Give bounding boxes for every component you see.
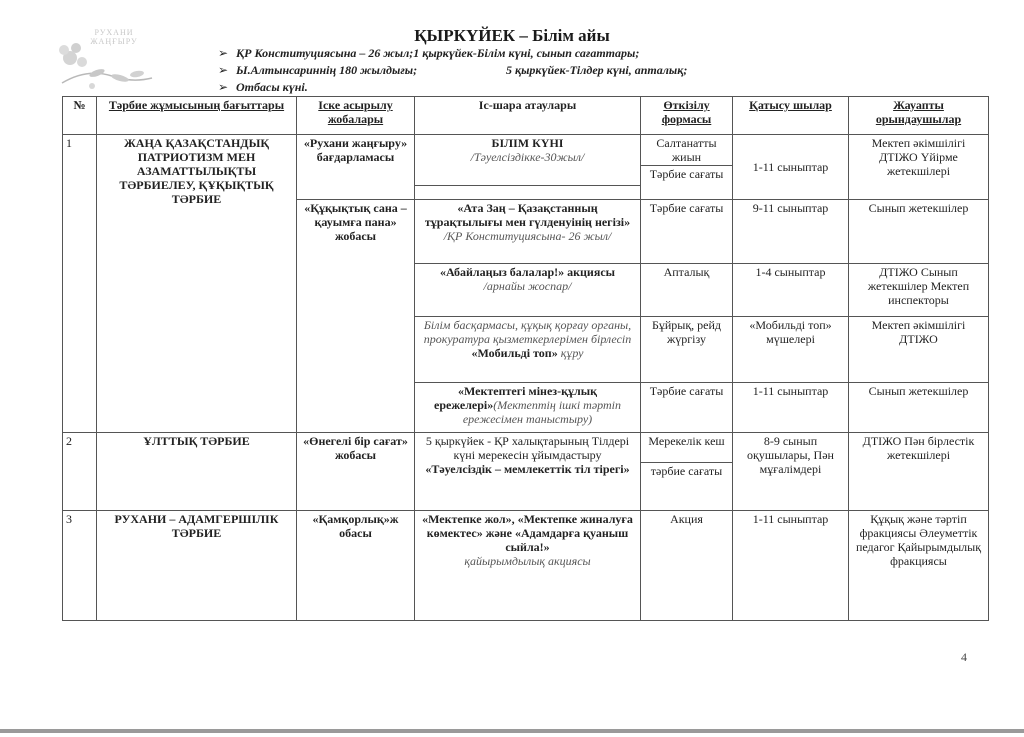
header-responsible-text: Жауапты орындаушылар — [875, 98, 962, 126]
event-subtitle: /ҚР Конституциясына- 26 жыл/ — [443, 229, 612, 243]
event-cell — [415, 135, 641, 186]
plan-table — [62, 96, 989, 621]
responsible-cell: Мектеп әкімшілігі ДТІЖО Үйірме жетекшілері — [849, 135, 989, 200]
bullet-text-extra: 5 қыркүйек-Тілдер күні, апталық; — [506, 63, 688, 77]
bullet-text: Ы.Алтынсариннің 180 жылдығы; — [236, 63, 418, 77]
header-event: Іс-шара атаулары — [415, 97, 641, 135]
header-participants — [733, 97, 849, 135]
header-form-text: Өткізілу формасы — [661, 98, 712, 126]
form-cell: Апталық — [641, 264, 733, 317]
event-text: 5 қыркүйек - ҚР халықтарының Тілдері күні мерекесін ұйымдастыру — [425, 434, 630, 462]
event-tail: құру — [557, 346, 584, 360]
arrow-bullet-icon: ➢ — [218, 46, 229, 60]
form-cell: Тәрбие сағаты — [641, 166, 733, 200]
table-row — [63, 511, 989, 621]
header-direction — [97, 97, 297, 135]
responsible-cell: ДТІЖО Сынып жетекшілер Мектеп инспекторы — [849, 264, 989, 317]
bullet-item — [218, 45, 639, 62]
header-project — [297, 97, 415, 135]
row-number: 1 — [63, 135, 97, 433]
logo-text-line1: РУХАНИ — [94, 28, 134, 37]
event-subtitle: (Мектептің ішкі тәртіп ережесімен таныстыру) — [462, 398, 621, 426]
project-cell: «Құқықтық сана –қауымға пана» жобасы — [297, 200, 415, 433]
row-number: 3 — [63, 511, 97, 621]
event-cell-empty — [415, 186, 641, 200]
form-cell: тәрбие сағаты — [641, 463, 733, 511]
responsible-cell: Сынып жетекшілер — [849, 200, 989, 264]
project-cell: «Рухани жаңғыру» бағдарламасы — [297, 135, 415, 200]
responsible-cell: Құқық және тәртіп фракциясы Әлеуметтік педагог Қайырымдылық фракциясы — [849, 511, 989, 621]
table-row — [63, 433, 989, 463]
participants-cell: 1-11 сыныптар — [733, 383, 849, 433]
header-num: № — [63, 97, 97, 135]
event-cell — [415, 200, 641, 264]
direction-cell: ҰЛТТЫҚ ТӘРБИЕ — [97, 433, 297, 511]
event-title: «Мобильді топ» — [471, 346, 558, 360]
scan-edge-line — [0, 729, 1024, 733]
bullet-text: Отбасы күні. — [236, 80, 308, 94]
bullet-item — [218, 79, 639, 96]
table-header-row — [63, 97, 989, 135]
event-title: БІЛІМ КҮНІ — [491, 136, 564, 150]
bullet-text: ҚР Конституциясына – 26 жыл;1 қыркүйек-Білім күні, сынып сағаттары; — [236, 46, 640, 60]
event-subtitle: қайырымдылық акциясы — [464, 554, 591, 568]
event-title: «Мектептегі мінез-құлық ережелері» — [434, 384, 598, 412]
project-cell: «Қамқорлық»ж обасы — [297, 511, 415, 621]
direction-cell: РУХАНИ – АДАМГЕРШІЛІК ТӘРБИЕ — [97, 511, 297, 621]
header-responsible — [849, 97, 989, 135]
table-row — [63, 135, 989, 166]
header-direction-text: Тәрбие жұмысының бағыттары — [108, 98, 285, 112]
direction-cell: ЖАҢА ҚАЗАҚСТАНДЫҚ ПАТРИОТИЗМ МЕН АЗАМАТТЫЛЫҚТЫ ТӘРБИЕЛЕУ, ҚҰҚЫҚТЫҚ ТӘРБИЕ — [97, 135, 297, 433]
event-subtitle: /арнайы жоспар/ — [483, 279, 572, 293]
form-cell: Акция — [641, 511, 733, 621]
form-cell: Тәрбие сағаты — [641, 383, 733, 433]
participants-cell: 1-11 сыныптар — [733, 511, 849, 621]
responsible-cell: Сынып жетекшілер — [849, 383, 989, 433]
participants-cell: 1-4 сыныптар — [733, 264, 849, 317]
participants-cell: 9-11 сыныптар — [733, 200, 849, 264]
form-cell: Тәрбие сағаты — [641, 200, 733, 264]
event-title: «Абайлаңыз балалар!» акциясы — [439, 265, 616, 279]
participants-cell: 8-9 сынып оқушылары, Пән мұғалімдері — [733, 433, 849, 511]
responsible-cell: Мектеп әкімшілігі ДТІЖО — [849, 317, 989, 383]
responsible-cell: ДТІЖО Пән бірлестік жетекшілері — [849, 433, 989, 511]
form-cell: Бұйрық, рейд жүргізу — [641, 317, 733, 383]
arrow-bullet-icon: ➢ — [218, 80, 229, 94]
header-bullets — [218, 45, 688, 96]
header-form — [641, 97, 733, 135]
event-cell — [415, 433, 641, 511]
form-cell: Салтанатты жиын — [641, 135, 733, 166]
participants-cell: «Мобильді топ» мүшелері — [733, 317, 849, 383]
event-title: «Ата Заң – Қазақстанның тұрақтылығы мен гүлденуінің негізі» — [424, 201, 631, 229]
arrow-bullet-icon: ➢ — [218, 63, 229, 77]
page-number: 4 — [961, 650, 967, 664]
header-participants-text: Қатысу шылар — [749, 98, 832, 112]
page-title: ҚЫРКҮЙЕК – Білім айы — [414, 26, 610, 45]
row-number: 2 — [63, 433, 97, 511]
form-cell: Мерекелік кеш — [641, 433, 733, 463]
event-cell — [415, 511, 641, 621]
event-cell — [415, 264, 641, 317]
event-title: «Мектепке жол», «Мектепке жиналуға көмектес» және «Адамдарға қуаныш сыйла!» — [422, 512, 633, 554]
project-cell: «Өнегелі бір сағат» жобасы — [297, 433, 415, 511]
bullet-item — [218, 62, 688, 79]
event-cell — [415, 383, 641, 433]
logo-text-line2: ЖАҢҒЫРУ — [90, 37, 138, 46]
header-project-text: Іске асырылу жобалары — [318, 98, 393, 126]
participants-cell: 1-11 сыныптар — [733, 135, 849, 200]
event-subtitle: /Тәуелсіздікке-30жыл/ — [470, 150, 585, 164]
event-cell — [415, 317, 641, 383]
event-text: Білім басқармасы, құқық қорғау органы, прокуратура қызметкерлерімен бірлесіп — [423, 318, 632, 346]
event-title: «Тәуелсіздік – мемлекеттік тіл тірегі» — [425, 462, 630, 476]
